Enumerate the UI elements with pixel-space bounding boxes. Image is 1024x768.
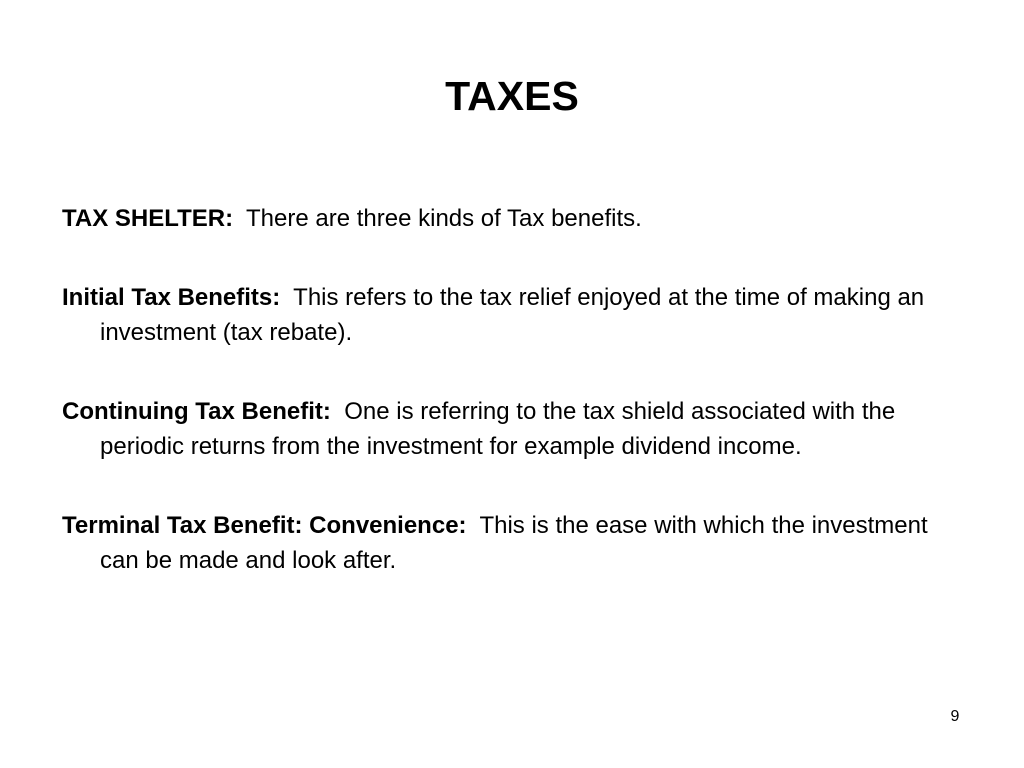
page-number: 9 — [950, 708, 960, 725]
terminal-tax-benefit-paragraph — [62, 508, 967, 578]
initial-tax-benefits-term: Initial Tax Benefits: — [62, 284, 281, 311]
tax-shelter-text: There are three kinds of Tax benefits. — [246, 205, 642, 232]
tax-shelter-paragraph — [62, 201, 967, 236]
tax-shelter-term: TAX SHELTER: — [62, 205, 234, 232]
terminal-tax-benefit-term: Terminal Tax Benefit: Convenience: — [62, 512, 467, 539]
terminal-tax-benefit-text: This is the ease with which the investment can be made and look after. — [100, 512, 928, 574]
initial-tax-benefits-text: This refers to the tax relief enjoyed at the time of making an investment (tax rebate). — [100, 284, 925, 346]
slide-title: TAXES — [445, 73, 579, 119]
continuing-tax-benefit-term: Continuing Tax Benefit: — [62, 398, 331, 425]
slide-body — [62, 201, 967, 578]
initial-tax-benefits-paragraph — [62, 280, 967, 350]
continuing-tax-benefit-paragraph — [62, 394, 967, 464]
continuing-tax-benefit-text: One is referring to the tax shield associated with the periodic returns from the investment for example dividend income. — [100, 398, 896, 460]
